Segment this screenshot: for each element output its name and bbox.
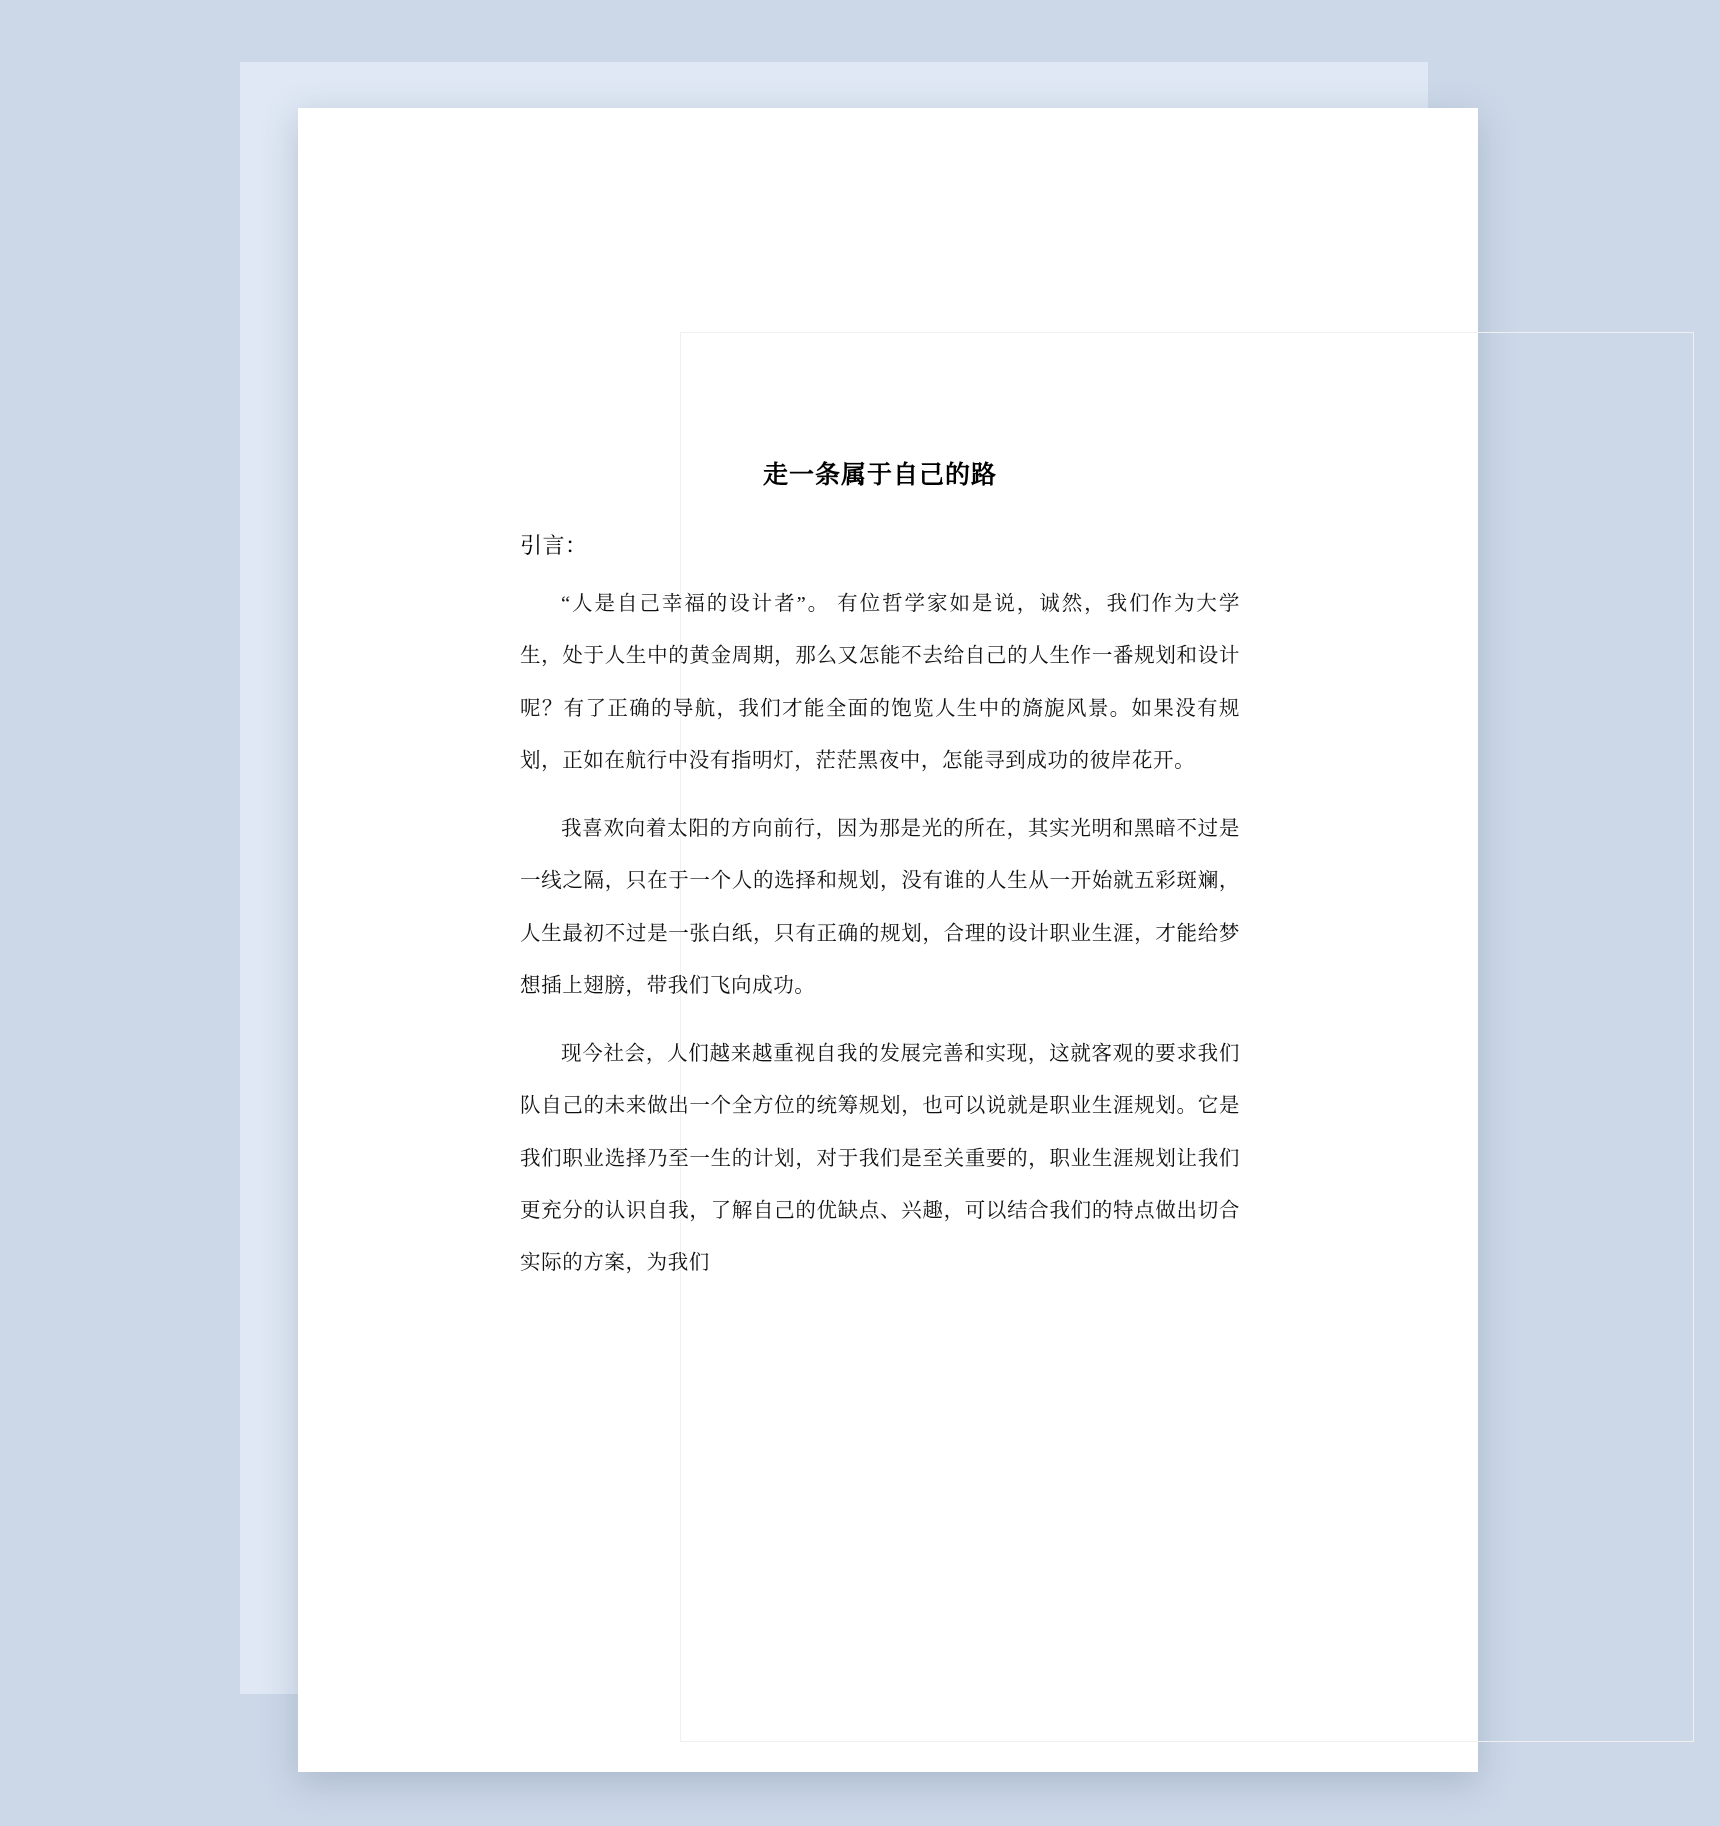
- document-body: [520, 455, 1240, 1305]
- paragraph: 我喜欢向着太阳的方向前行，因为那是光的所在，其实光明和黑暗不过是一线之隔，只在于一个人的选择和规划，没有谁的人生从一开始就五彩斑斓，人生最初不过是一张白纸，只有正确的规划，合理的设计职业生涯，才能给梦想插上翅膀，带我们飞向成功。: [520, 818, 1240, 997]
- paragraph: “人是自己幸福的设计者”。 有位哲学家如是说，诚然，我们作为大学生，处于人生中的黄金周期，那么又怎能不去给自己的人生作一番规划和设计呢？有了正确的导航，我们才能全面的饱览人生中的旖旎风景。如果没有规划，正如在航行中没有指明灯，茫茫黑夜中，怎能寻到成功的彼岸花开。: [520, 593, 1240, 772]
- paragraph: 现今社会，人们越来越重视自我的发展完善和实现，这就客观的要求我们队自己的未来做出一个全方位的统筹规划，也可以说就是职业生涯规划。它是我们职业选择乃至一生的计划，对于我们是至关重要的，职业生涯规划让我们更充分的认识自我，了解自己的优缺点、兴趣，可以结合我们的特点做出切合实际的方案，为我们: [520, 1043, 1240, 1275]
- section-label-intro: 引言：: [520, 533, 588, 558]
- page-title: 走一条属于自己的路: [762, 462, 997, 489]
